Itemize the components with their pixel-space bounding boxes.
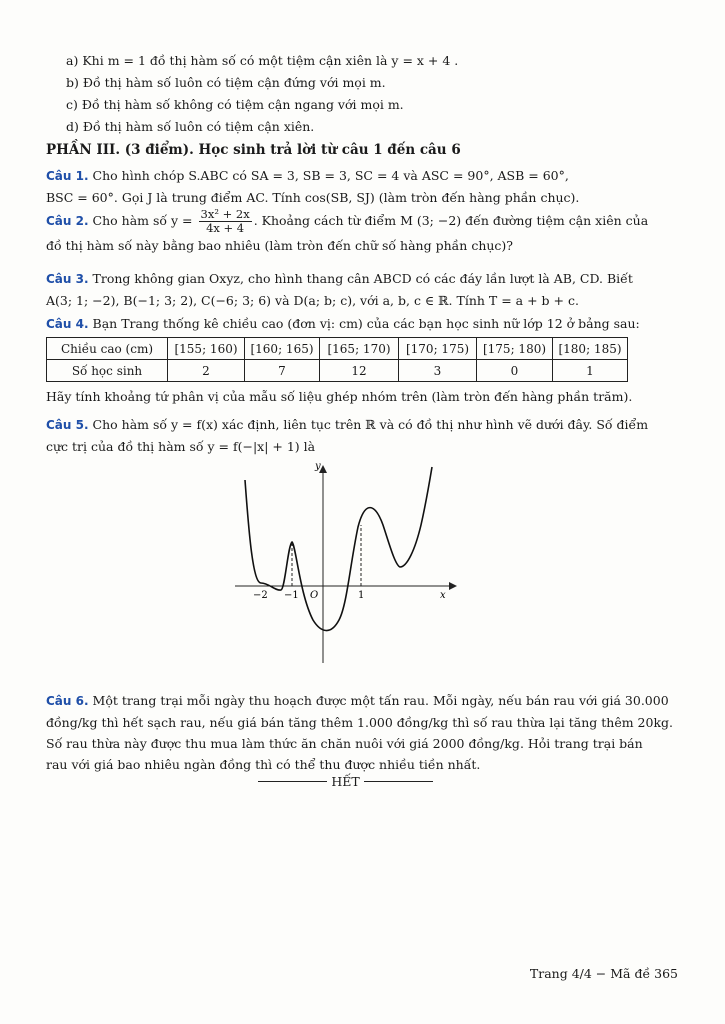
- table-header-row: [47, 338, 628, 360]
- question-4-label: Câu 4.: [46, 317, 89, 331]
- table-cell: 2: [168, 360, 245, 382]
- end-marker: [258, 774, 433, 789]
- table-cell: Số học sinh: [47, 360, 168, 382]
- divider: [364, 781, 433, 782]
- question-3: Câu 3. Trong không gian Oxyz, cho hình thang cân ABCD có các đáy lần lượt là AB, CD. Biết A(3; 1; −2), B(−1; 3; 2), C(−6; 3; 6) và D(a; b; c), với a, b, c ∈ ℝ. Tính T = a + b + c.: [46, 271, 633, 308]
- end-text: HẾT: [331, 774, 360, 789]
- table-cell: 7: [245, 360, 320, 382]
- question-1-line1: Cho hình chóp S.ABC có SA = 3, SB = 3, SC = 4 và ASC = 90°, ASB = 60°,: [92, 168, 569, 183]
- tick-label: 1: [358, 590, 365, 601]
- question-6-label: Câu 6.: [46, 694, 89, 708]
- option-d: d) Đồ thị hàm số luôn có tiệm cận xiên.: [66, 119, 315, 134]
- table-cell: 0: [477, 360, 553, 382]
- question-1-label: Câu 1.: [46, 169, 89, 183]
- page-footer: Trang 4/4 − Mã đề 365: [529, 966, 678, 981]
- table-cell: [175; 180): [477, 338, 553, 360]
- height-table: [46, 337, 628, 382]
- table-cell: 1: [553, 360, 628, 382]
- question-4: Câu 4. Bạn Trang thống kê chiều cao (đơn vị: cm) của các bạn học sinh nữ lớp 12 ở bảng sau:: [46, 316, 640, 331]
- question-5: Câu 5. Cho hàm số y = f(x) xác định, liên tục trên ℝ và có đồ thị như hình vẽ dưới đây. Số điểm cực trị của đồ thị hàm số y = f(−|x| + 1) là: [46, 417, 649, 454]
- curve-f: [245, 467, 432, 631]
- origin-label: O: [310, 590, 319, 601]
- question-2: Câu 2. Cho hàm số y = $\frac{\text{3x² + 2x}}{4x + 4}$ . Khoảng cách từ điểm M (3; −2) đến đường tiệm cận xiên của đồ thị hàm số này bằng bao nhiêu (làm tròn đến chữ số hàng phần chục)?: [46, 207, 649, 253]
- question-6: Câu 6. Một trang trại mỗi ngày thu hoạch được một tấn rau. Mỗi ngày, nếu bán rau với giá 30.000 đồng/kg thì hết sạch rau, nếu giá bán tăng thêm 1.000 đồng/kg thì số rau thừa lại tăng thêm 20kg. Số rau thừa này được thu mua làm thức ăn chăn nuôi với giá 2000 đồng/kg. Hỏi trang trại bán rau với giá bao nhiêu ngàn đồng thì có thể thu được nhiều tiền nhất.: [46, 693, 674, 772]
- question-4-followup: Hãy tính khoảng tứ phân vị của mẫu số liệu ghép nhóm trên (làm tròn đến hàng phần trăm).: [46, 389, 633, 404]
- table-cell: 12: [320, 360, 399, 382]
- tick-label: −2: [253, 590, 268, 601]
- section-heading: PHẦN III. (3 điểm). Học sinh trả lời từ câu 1 đến câu 6: [46, 142, 461, 158]
- table-cell: [170; 175): [399, 338, 477, 360]
- question-1: [46, 165, 678, 208]
- question-3-label: Câu 3.: [46, 272, 89, 286]
- function-graph: [225, 455, 465, 670]
- table-cell: [180; 185): [553, 338, 628, 360]
- tick-label: −1: [284, 590, 299, 601]
- fraction: $\frac{\text{3x² + 2x}}{4x + 4}$: [200, 207, 250, 235]
- option-c: c) Đồ thị hàm số không có tiệm cận ngang với mọi m.: [66, 97, 404, 112]
- question-2-label: Câu 2.: [46, 214, 89, 228]
- table-cell: 3: [399, 360, 477, 382]
- y-axis-label: y: [315, 461, 321, 472]
- option-b: b) Đồ thị hàm số luôn có tiệm cận đứng với mọi m.: [66, 75, 386, 90]
- option-a: a) Khi m = 1 đồ thị hàm số có một tiệm cận xiên là y = x + 4 .: [66, 53, 459, 68]
- table-cell: [155; 160): [168, 338, 245, 360]
- question-1-line2: BSC = 60°. Gọi J là trung điểm AC. Tính cos(SB, SJ) (làm tròn đến hàng phần chục).: [46, 190, 580, 205]
- table-cell: Chiều cao (cm): [47, 338, 168, 360]
- table-row: [47, 360, 628, 382]
- x-axis-label: x: [440, 590, 446, 601]
- table-cell: [165; 170): [320, 338, 399, 360]
- question-5-label: Câu 5.: [46, 418, 89, 432]
- divider: [258, 781, 327, 782]
- table-cell: [160; 165): [245, 338, 320, 360]
